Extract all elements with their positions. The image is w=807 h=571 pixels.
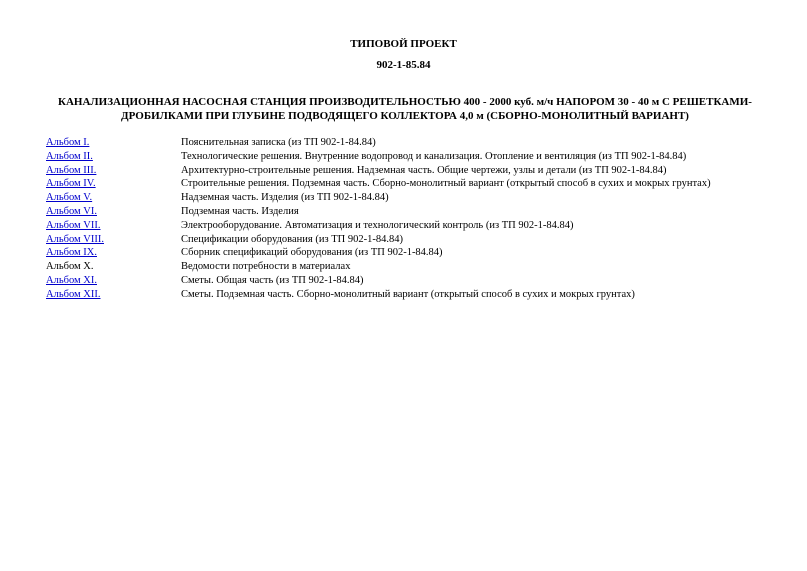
album-12-link[interactable]: Альбом XII. [46,288,101,300]
album-7-description: Электрооборудование. Автоматизация и технологический контроль (из ТП 902-1-84.84) [181,219,574,231]
project-description: КАНАЛИЗАЦИОННАЯ НАСОСНАЯ СТАНЦИЯ ПРОИЗВОДИТЕЛЬНОСТЬЮ 400 - 2000 куб. м/ч НАПОРОМ 30 - 40 м С РЕШЕТКАМИ-ДРОБИЛКАМИ ПРИ ГЛУБИНЕ ПОДВОДЯЩЕГО КОЛЛЕКТОРА 4,0 м (СБОРНО-МОНОЛИТНЫЙ ВАРИАНТ) [58,96,752,122]
list-item [46,288,776,302]
album-10-description: Ведомости потребности в материалах [181,261,351,273]
album-3-description: Архитектурно-строительные решения. Надземная часть. Общие чертежи, узлы и детали (из ТП 902-1-84.84) [181,164,667,176]
list-item [46,164,776,178]
list-item [46,219,776,233]
album-2-description: Технологические решения. Внутренние водопровод и канализация. Отопление и вентиляция (из ТП 902-1-84.84) [181,150,687,162]
list-item [46,260,776,274]
album-10-label: Альбом X. [46,261,94,273]
album-7-link[interactable]: Альбом VII. [46,219,101,231]
list-item [46,274,776,288]
album-6-description: Подземная часть. Изделия [181,205,299,217]
album-11-description: Сметы. Общая часть (из ТП 902-1-84.84) [181,274,364,286]
album-5-description: Надземная часть. Изделия (из ТП 902-1-84.84) [181,192,389,204]
album-1-link[interactable]: Альбом I. [46,137,90,148]
album-12-description: Сметы. Подземная часть. Сборно-монолитный вариант (открытый способ в сухих и мокрых грунтах) [181,288,635,300]
album-9-link[interactable]: Альбом IX. [46,247,97,259]
album-8-link[interactable]: Альбом VIII. [46,233,104,245]
album-list [46,136,776,302]
album-5-link[interactable]: Альбом V. [46,192,93,204]
list-item [46,150,776,164]
project-code: 902-1-85.84 [376,59,431,71]
album-4-link[interactable]: Альбом IV. [46,178,96,190]
album-4-description: Строительные решения. Подземная часть. Сборно-монолитный вариант (открытый способ в сухих и мокрых грунтах) [181,178,711,190]
list-item [46,246,776,260]
list-item [46,191,776,205]
album-8-description: Спецификации оборудования (из ТП 902-1-84.84) [181,233,403,245]
list-item [46,177,776,191]
album-9-description: Сборник спецификаций оборудования (из ТП 902-1-84.84) [181,247,443,259]
list-item [46,205,776,219]
album-1-description: Пояснительная записка (из ТП 902-1-84.84) [181,137,376,148]
album-11-link[interactable]: Альбом XI. [46,274,97,286]
list-item [46,233,776,247]
list-item [46,136,776,150]
album-3-link[interactable]: Альбом III. [46,164,97,176]
album-6-link[interactable]: Альбом VI. [46,205,97,217]
album-2-link[interactable]: Альбом II. [46,150,93,162]
document-title: ТИПОВОЙ ПРОЕКТ [350,38,457,50]
